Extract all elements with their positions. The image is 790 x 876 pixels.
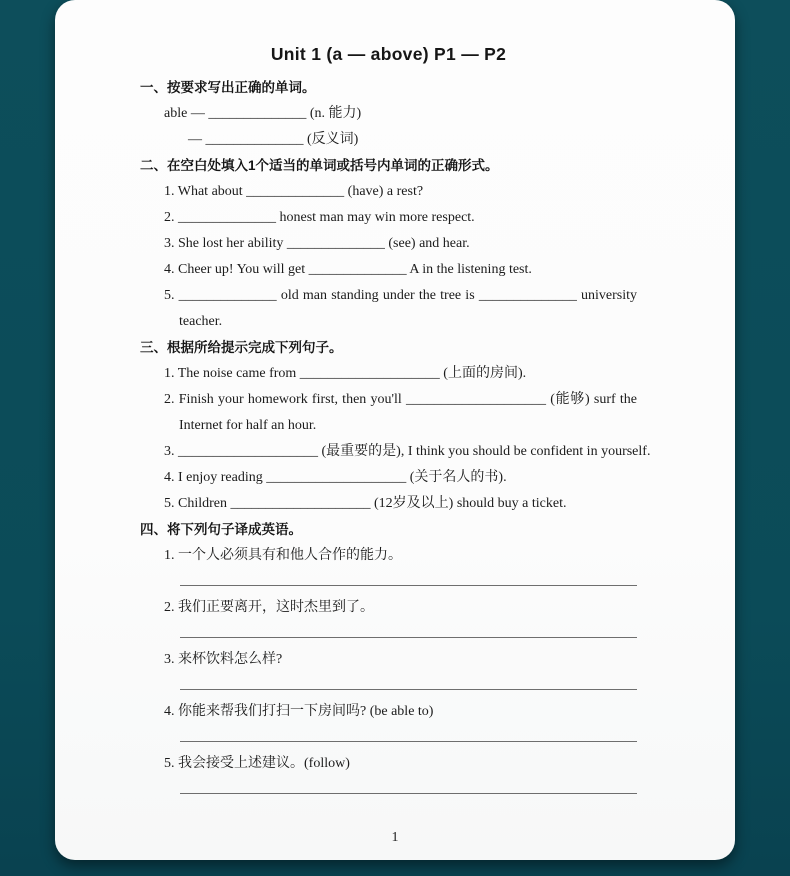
worksheet-item	[164, 699, 637, 742]
worksheet-section	[140, 335, 651, 517]
item-line: 5. 我会接受上述建议。(follow)	[164, 756, 350, 771]
item-line: 4. I enjoy reading ____________________ (关于名人的书).	[164, 470, 507, 485]
worksheet-section	[140, 517, 637, 794]
item-line: 1. The noise came from ____________________ (上面的房间).	[164, 366, 527, 381]
worksheet-item	[164, 283, 637, 335]
worksheet-item	[164, 127, 637, 153]
worksheet-item	[164, 647, 637, 690]
section-heading	[140, 335, 637, 361]
blank-answer-line	[180, 777, 637, 794]
blank-answer-line	[180, 725, 637, 742]
section-items	[140, 361, 651, 517]
item-line: teacher.	[179, 314, 223, 329]
worksheet-page	[55, 0, 735, 860]
section-number: 四、	[140, 522, 167, 537]
item-line: 3. 来杯饮料怎么样?	[164, 652, 283, 667]
item-line: 5. Children ____________________ (12岁及以上) should buy a ticket.	[164, 496, 567, 511]
worksheet-item	[164, 179, 637, 205]
section-number: 三、	[140, 340, 167, 355]
item-line: 1. 一个人必须具有和他人合作的能力。	[164, 548, 402, 563]
worksheet-item	[164, 439, 651, 465]
item-line: 2. ______________ honest man may win more respect.	[164, 210, 475, 225]
worksheet-item	[164, 491, 637, 517]
blank-answer-line	[180, 673, 637, 690]
item-line: 3. She lost her ability ______________ (see) and hear.	[164, 236, 470, 251]
worksheet-section	[140, 153, 637, 335]
section-items	[140, 179, 637, 335]
worksheet-item	[164, 387, 637, 439]
blank-answer-line	[180, 569, 637, 586]
section-heading-text: 将下列句子译成英语。	[167, 522, 302, 537]
item-line: 2. 我们正要离开，这时杰里到了。	[164, 600, 374, 615]
section-heading	[140, 517, 637, 543]
page-number: 1	[391, 830, 399, 845]
worksheet-item	[164, 595, 637, 638]
item-line: — ______________ (反义词)	[188, 132, 359, 147]
worksheet-section	[140, 75, 637, 153]
section-items	[140, 543, 637, 794]
worksheet-item	[164, 257, 637, 283]
item-line: 2. Finish your homework first, then you'll ____________________ (能够) surf the	[164, 392, 637, 407]
section-items	[140, 101, 637, 153]
item-line: 1. What about ______________ (have) a rest?	[164, 184, 424, 199]
worksheet-item	[164, 361, 637, 387]
item-line: 4. 你能来帮我们打扫一下房间吗? (be able to)	[164, 704, 434, 719]
page-title: Unit 1 (a — above) P1 — P2	[270, 44, 507, 64]
worksheet-item	[164, 751, 637, 794]
item-line: 5. ______________ old man standing under the tree is ______________ university	[164, 288, 637, 303]
worksheet-item	[164, 543, 637, 586]
worksheet-item	[164, 231, 637, 257]
worksheet-item	[164, 465, 637, 491]
section-number: 一、	[140, 80, 167, 95]
item-line: able — ______________ (n. 能力)	[164, 106, 362, 121]
worksheet-item	[164, 205, 637, 231]
item-line: 4. Cheer up! You will get ______________ A in the listening test.	[164, 262, 532, 277]
worksheet-item	[164, 101, 637, 127]
sections-container	[140, 75, 651, 794]
blank-answer-line	[180, 621, 637, 638]
section-number: 二、	[140, 158, 167, 173]
section-heading-text: 按要求写出正确的单词。	[167, 80, 316, 95]
section-heading	[140, 75, 637, 101]
item-line: 3. ____________________ (最重要的是), I think you should be confident in yourself.	[164, 444, 651, 459]
section-heading	[140, 153, 637, 179]
item-line: Internet for half an hour.	[179, 418, 317, 433]
section-heading-text: 根据所给提示完成下列句子。	[167, 340, 343, 355]
section-heading-text: 在空白处填入1个适当的单词或括号内单词的正确形式。	[167, 158, 499, 173]
